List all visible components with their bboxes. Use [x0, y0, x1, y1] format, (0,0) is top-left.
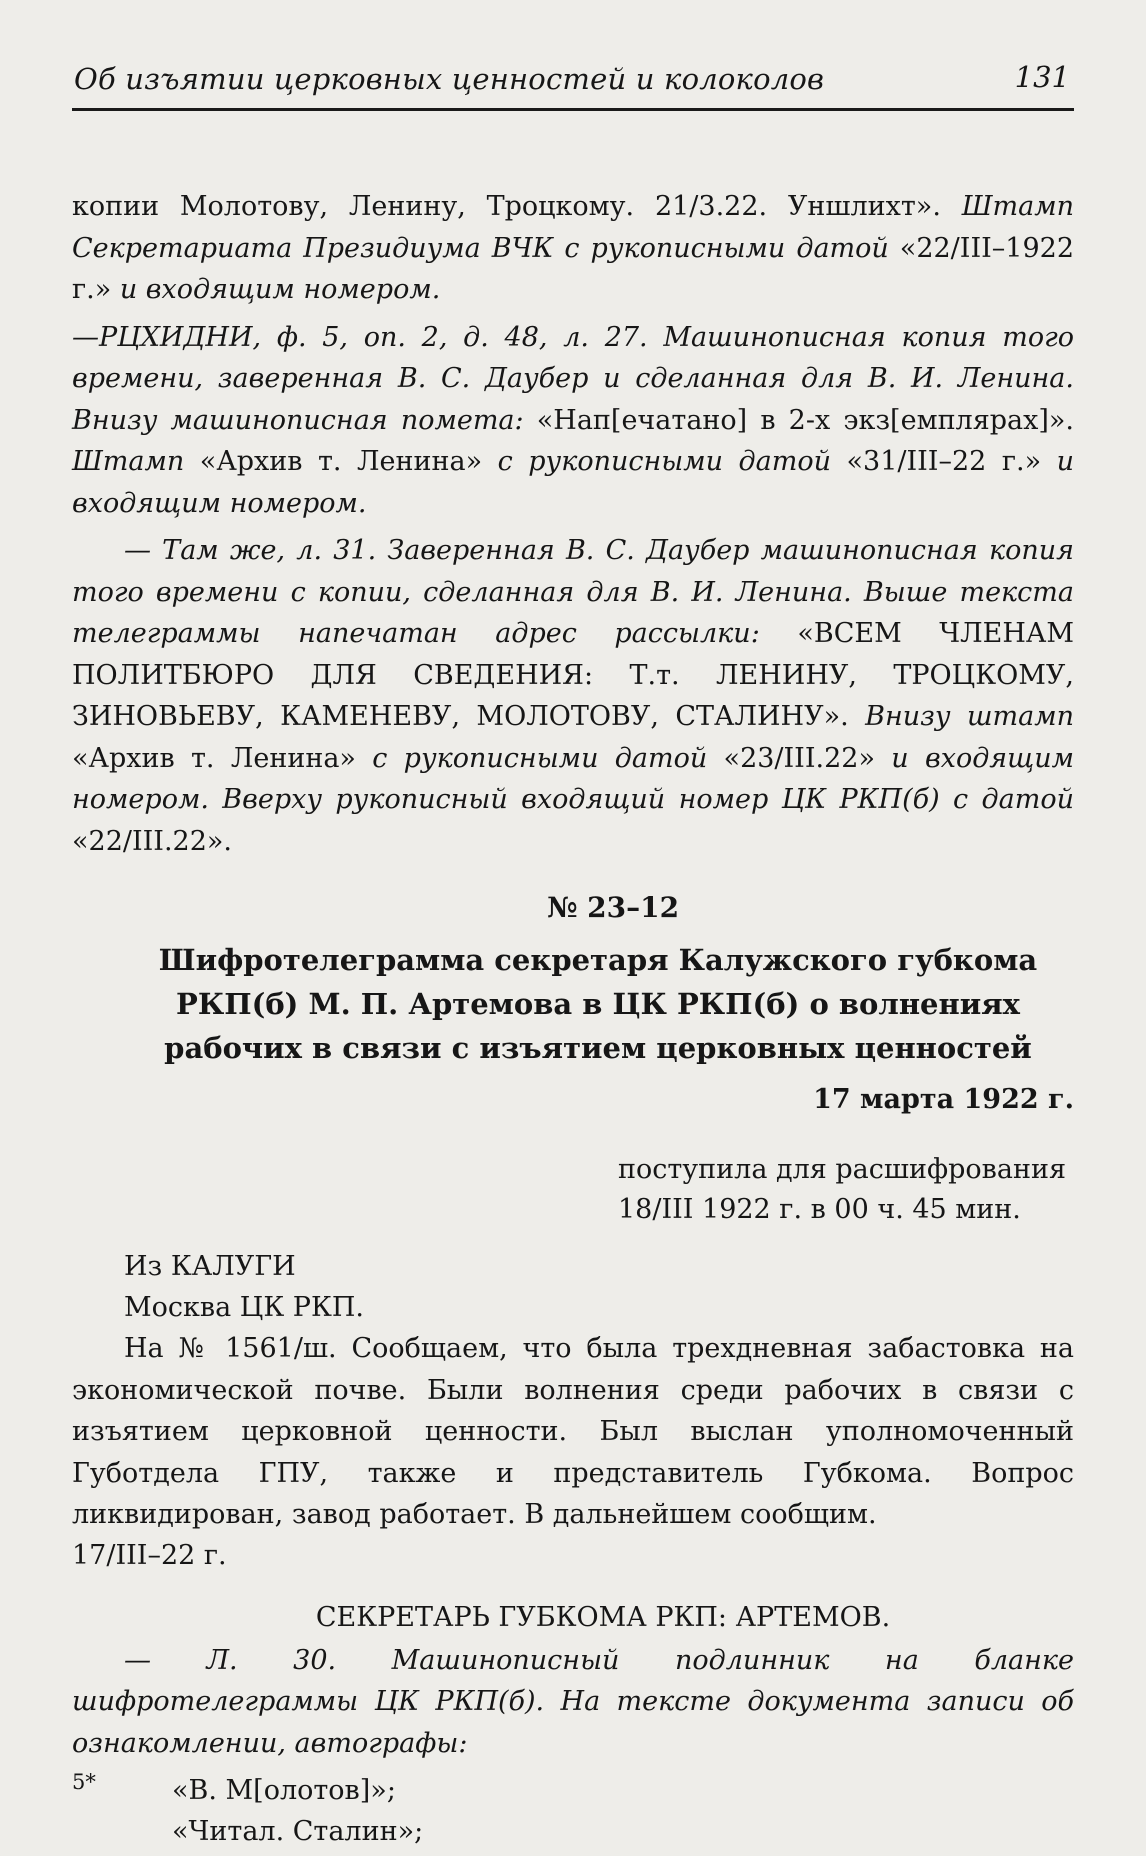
page-number: 131 [1014, 60, 1070, 94]
note-paragraph [72, 317, 1074, 525]
note-text-run: и входящим номером. [111, 274, 441, 305]
note-text-run: «Архив т. Ленина» [72, 742, 356, 774]
received-line-2: 18/III 1922 г. в 00 ч. 45 мин. [617, 1194, 1021, 1225]
note-text-run: с рукописными датой [355, 742, 708, 774]
note-text-run: «31/III–22 г.» [831, 446, 1042, 477]
received-line-1: поступила для расшифрования [617, 1154, 1066, 1185]
archival-notes-bottom [72, 1640, 1074, 1765]
note-paragraph [72, 1640, 1074, 1765]
from-line-2: Москва ЦК РКП. [124, 1292, 364, 1323]
note-text-run: «Архив т. Ленина» [184, 446, 483, 477]
autograph-line: «В. М[олотов]»; [172, 1775, 396, 1806]
note-text-run: «Нап[ечатано] в 2-х экз[емплярах]». [523, 404, 1074, 436]
note-text-run: — Л. 30. Машинописный подлинник на бланке шифротелеграммы ЦК РКП(б). На тексте документа записи об ознакомлении, автографы: [72, 1644, 1074, 1759]
note-paragraph [72, 530, 1074, 862]
archival-notes-top [72, 186, 1074, 862]
running-header [72, 56, 1074, 111]
note-text-run: Штамп Секретариата Президиума ВЧК с рукописными датой [72, 191, 1074, 264]
note-text-run: копии Молотову, Ленину, Троцкому. 21/3.22. Уншлихт». [72, 191, 941, 222]
note-text-run: «23/III.22» [707, 742, 875, 774]
body-text [72, 186, 1074, 1852]
received-stamp [72, 1122, 1074, 1230]
note-text-run: Внизу штамп [848, 701, 1075, 732]
autographs [72, 1770, 1074, 1852]
note-text-run: и входящим номером. Вверху рукописный входящий номер ЦК РКП(б) с датой [72, 742, 1074, 815]
message-date: 17/III–22 г. [72, 1539, 227, 1571]
document-date: 17 марта 1922 г. [813, 1084, 1074, 1115]
telegram-address [72, 1246, 1074, 1328]
note-text-run: «22/III.22». [72, 825, 233, 857]
note-text-run: «ВСЕМ ЧЛЕНАМ ПОЛИТБЮРО ДЛЯ СВЕДЕНИЯ: Т.т. ЛЕНИНУ, ТРОЦКОМУ, ЗИНОВЬЕВУ, КАМЕНЕВУ, МОЛОТОВУ, СТАЛИНУ». [72, 618, 1074, 732]
signature-mark: 5* [72, 1770, 96, 1794]
autograph-line: «Читал. Сталин»; [172, 1816, 424, 1847]
note-text-run: «22/III–1922 г.» [72, 232, 1074, 305]
from-line-1: Из КАЛУГИ [124, 1251, 296, 1282]
header-title: Об изъятии церковных ценностей и колоколов [74, 62, 825, 96]
document-title: Шифротелеграмма секретаря Калужского губкома РКП(б) М. П. Артемова в ЦК РКП(б) о волнениях рабочих в связи с изъятием церковных ценностей [158, 943, 1038, 1065]
note-text-run: —РЦХИДНИ, ф. 5, оп. 2, д. 48, л. 27. Машинописная копия того времени, заверенная В. С. Даубер и сделанная для В. И. Ленина. Внизу машинописная помета: [72, 321, 1074, 436]
document-number: № 23–12 [546, 891, 680, 924]
note-text-run: с рукописными датой [482, 446, 831, 477]
note-text-run: Штамп [72, 446, 185, 477]
note-paragraph [72, 186, 1074, 311]
telegram-message: На № 1561/ш. Сообщаем, что была трехдневная забастовка на экономической почве. Были волнения среди рабочих в связи с изъятием церковной ценности. Был выслан уполномоченный Губотдела ГПУ, также и представитель Губкома. Вопрос ликвидирован, завод работает. В дальнейшем сообщим. [72, 1333, 1074, 1530]
note-text-run: — Там же, л. 31. Заверенная В. С. Даубер машинописная копия того времени с копии, сделанная для В. И. Ленина. Выше текста телеграммы напечатан адрес рассылки: [72, 535, 1074, 649]
note-text-run: и входящим номером. [72, 446, 1074, 519]
signature: СЕКРЕТАРЬ ГУБКОМА РКП: АРТЕМОВ. [315, 1601, 891, 1633]
